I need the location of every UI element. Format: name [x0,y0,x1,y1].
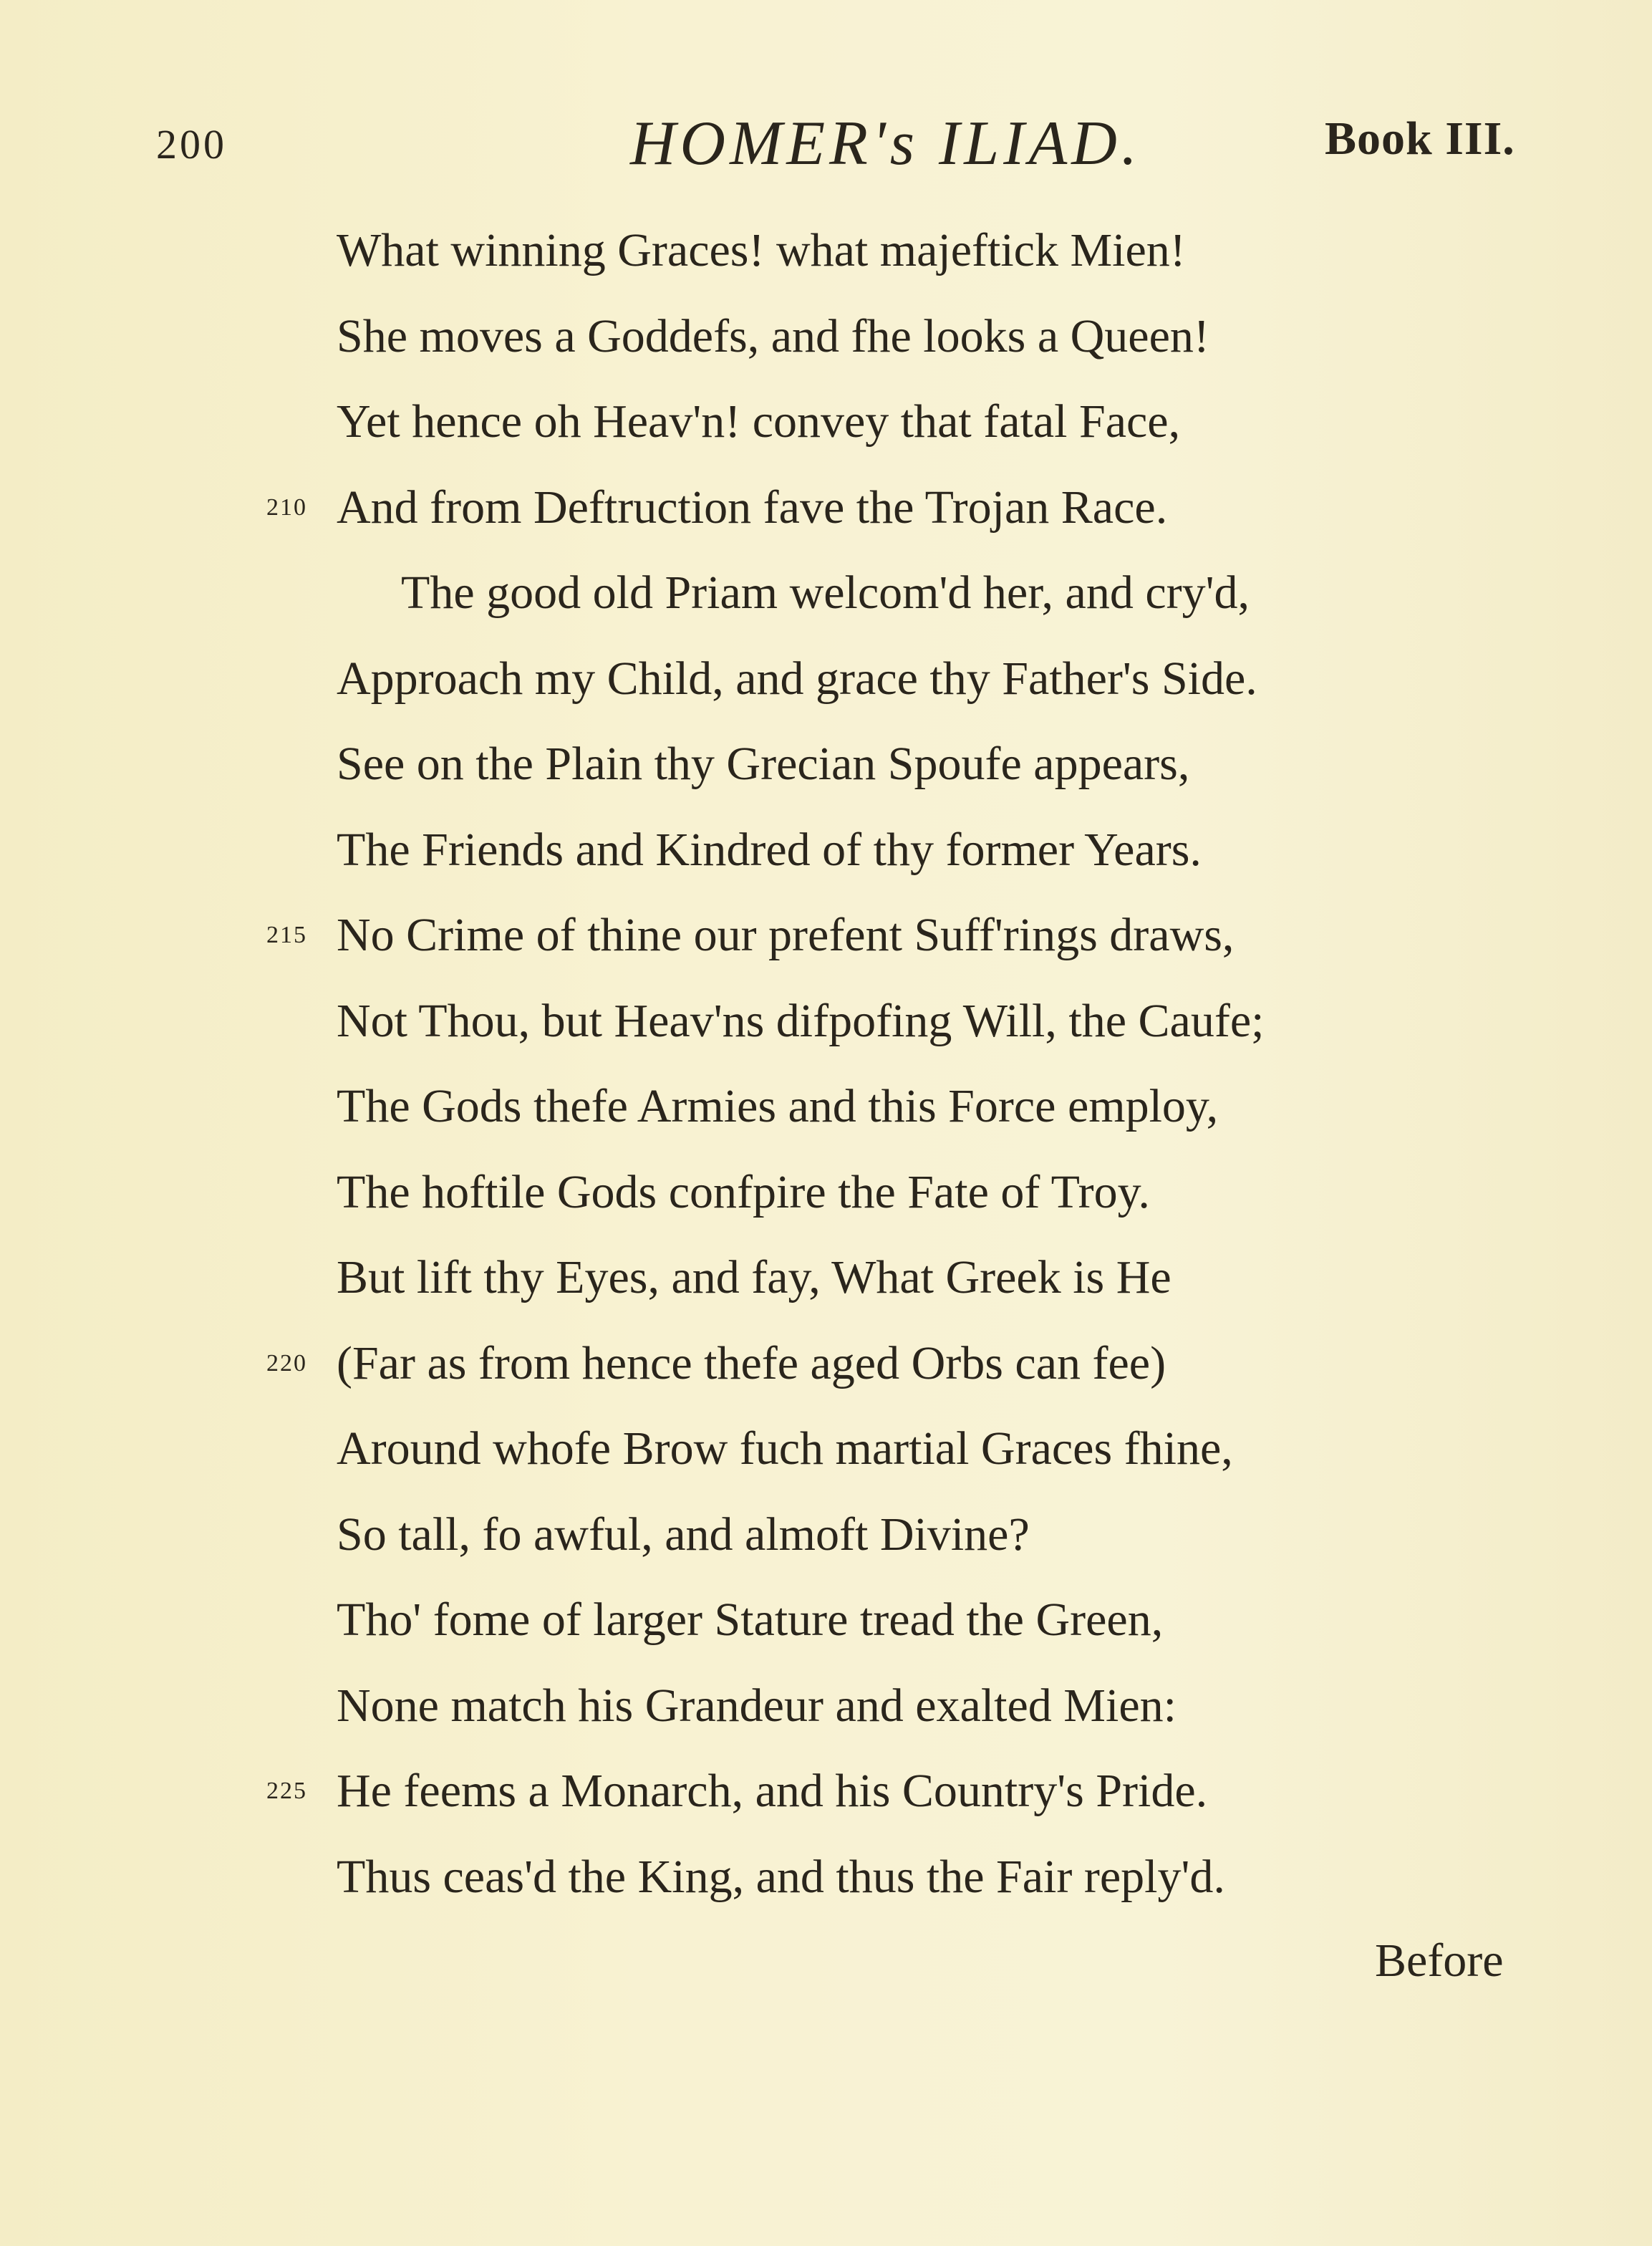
page-number: 200 [156,121,227,168]
verse-line [0,465,1652,551]
verse-line [0,379,1652,465]
verse-line [0,636,1652,722]
line-text: (Far as from hence thefe aged Orbs can fee) [337,1336,1166,1389]
catchword: Before [1375,1934,1504,1987]
line-text: The Gods thefe Armies and this Force employ, [337,1080,1219,1132]
line-text: Approach my Child, and grace thy Father's Side. [337,652,1257,705]
line-text: What winning Graces! what majeftick Mien! [337,224,1186,276]
line-text: He feems a Monarch, and his Country's Pride. [337,1765,1208,1817]
verse-line [0,208,1652,294]
verse-line [0,1492,1652,1578]
line-text: Around whofe Brow fuch martial Graces fhine, [337,1422,1233,1475]
verse-block [0,208,1652,1919]
line-text: The hoftile Gods confpire the Fate of Troy. [337,1165,1150,1218]
line-text: And from Deftruction fave the Trojan Race. [337,481,1168,534]
line-number: 225 [266,1778,307,1804]
book-title: HOMER's ILIAD. [630,109,1141,178]
verse-line [0,1321,1652,1407]
line-number: 210 [266,493,307,521]
verse-line [0,1064,1652,1149]
line-number: 215 [266,922,307,948]
verse-line [0,550,1652,636]
line-text: No Crime of thine our prefent Suff'rings draws, [337,909,1235,961]
verse-line [0,1834,1652,1920]
line-text: She moves a Goddefs, and fhe looks a Queen! [337,309,1209,362]
verse-line [0,1406,1652,1492]
line-number: 220 [266,1349,307,1377]
line-text: Not Thou, but Heav'ns difpofing Will, the Caufe; [337,994,1265,1047]
line-text: None match his Grandeur and exalted Mien: [337,1679,1177,1732]
line-text: Tho' fome of larger Stature tread the Green, [337,1594,1164,1646]
line-text: The Friends and Kindred of thy former Years. [337,823,1202,876]
verse-line [0,1577,1652,1663]
book-number: Book III. [1325,112,1515,165]
verse-line [0,892,1652,978]
verse-line [0,978,1652,1064]
verse-line [0,721,1652,807]
line-text: But lift thy Eyes, and fay, What Greek is He [337,1251,1172,1303]
line-text: Yet hence oh Heav'n! convey that fatal Face, [337,395,1181,448]
verse-line [0,1149,1652,1235]
verse-line [0,807,1652,893]
verse-line [0,1235,1652,1321]
verse-line [0,294,1652,380]
line-text: The good old Priam welcom'd her, and cry'd, [401,567,1250,619]
verse-line [0,1748,1652,1834]
line-text: So tall, fo awful, and almoft Divine? [337,1508,1030,1561]
verse-line [0,1663,1652,1749]
line-text: See on the Plain thy Grecian Spoufe appears, [337,738,1190,790]
running-head [0,107,1652,186]
line-text: Thus ceas'd the King, and thus the Fair reply'd. [337,1850,1225,1903]
